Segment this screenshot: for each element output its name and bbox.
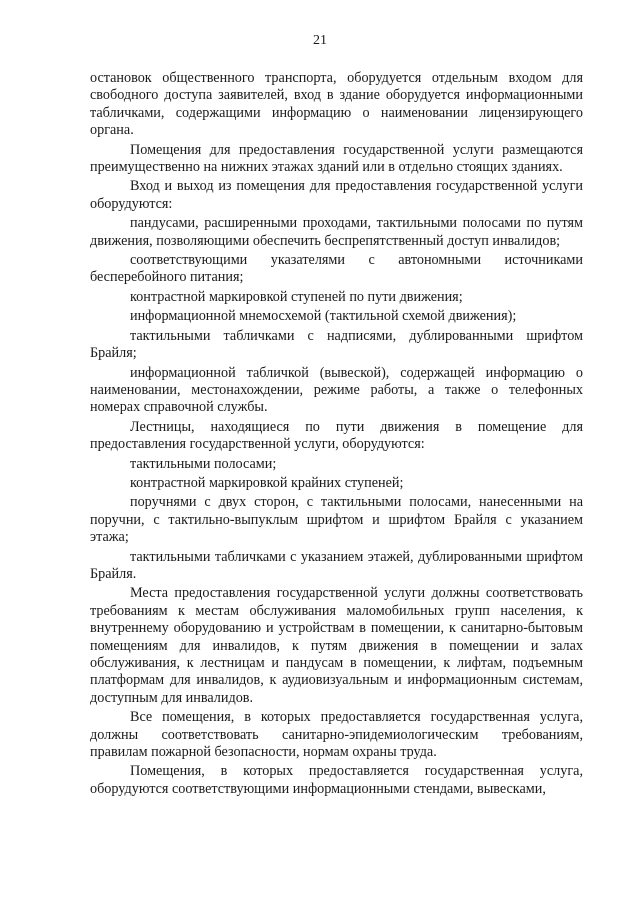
list-item-tactile-strips: тактильными полосами; [130,455,277,472]
list-item-floor-plates: тактильными табличками с указанием этажей, дублированными шрифтом Брайля. [90,548,583,582]
paragraph-continuation: остановок общественного транспорта, оборудуется отдельным входом для свободного доступа заявителей, вход в здание оборудуется информационными табличками, содержащими информацию о наименовании лицензирующего органа. [90,70,583,139]
paragraph-stairs-intro: Лестницы, находящиеся по пути движения в помещение для предоставления государственной услуги, оборудуются: [90,418,583,453]
list-item-info-signboard: информационной табличкой (вывеской), содержащей информацию о наименовании, местонахождении, режиме работы, а также о телефонных номерах справочной службы. [90,364,583,416]
list-item-ramps: пандусами, расширенными проходами, тактильными полосами по путям движения, позволяющими обеспечить беспрепятственный доступ инвалидов; [90,215,583,249]
paragraph-premises-location: Помещения для предоставления государственной услуги размещаются преимущественно на нижних этажах зданий или в отдельно стоящих зданиях. [90,141,583,176]
list-item-edge-steps: контрастной маркировкой крайних ступеней; [130,474,404,491]
paragraph-info-stands: Помещения, в которых предоставляется государственная услуга, оборудуются соответствующими информационными стендами, вывесками, [90,763,583,797]
list-item-step-marking: контрастной маркировкой ступеней по пути движения; [130,288,463,305]
page-number: 21 [313,33,327,48]
document-body [90,70,583,800]
list-item-mnemonic-scheme: информационной мнемосхемой (тактильной схемой движения); [130,308,517,325]
paragraph-service-places: Места предоставления государственной услуги должны соответствовать требованиям к местам обслуживания маломобильных групп населения, к внутреннему оборудованию и устройствам в помещении, к санитарно-бытовым помещениям для инвалидов, к путям движения в помещении и залах обслуживания, к лестницам и пандусам в помещении, к лифтам, подъемным платформам для инвалидов, к аудиовизуальным и информационным системам, доступным для инвалидов. [90,585,583,706]
paragraph-sanitary-requirements: Все помещения, в которых предоставляется государственная услуга, должны соответствовать санитарно-эпидемиологическим требованиям, правилам пожарной безопасности, нормам охраны труда. [90,709,583,761]
list-item-handrails: поручнями с двух сторон, с тактильными полосами, нанесенными на поручни, с тактильно-выпуклым шрифтом и шрифтом Брайля с указанием этажа; [90,494,583,546]
list-item-braille-plates: тактильными табличками с надписями, дублированными шрифтом Брайля; [90,327,583,362]
paragraph-entrance-intro: Вход и выход из помещения для предоставления государственной услуги оборудуются: [90,178,583,212]
list-item-signs: соответствующими указателями с автономными источниками бесперебойного питания; [90,252,583,286]
